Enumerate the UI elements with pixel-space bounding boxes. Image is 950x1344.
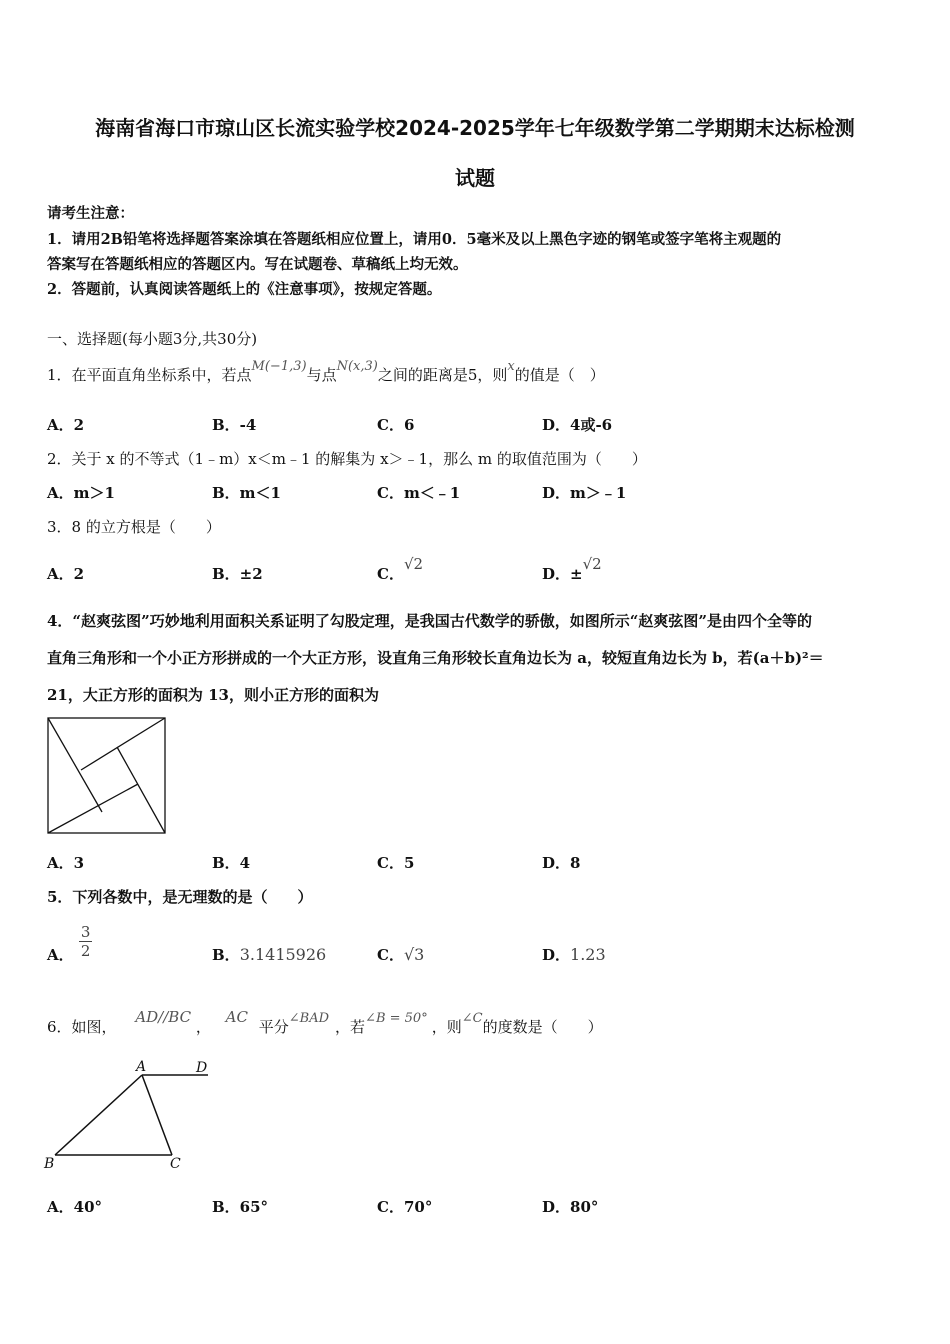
q5-option-c-label: C． <box>377 946 404 964</box>
q4-option-a[interactable]: A．3 <box>47 854 85 872</box>
q5-option-c-value: √3 <box>403 945 425 964</box>
q5-option-d[interactable] <box>542 944 606 965</box>
page-title: 海南省海口市琼山区长流实验学校2024-2025学年七年级数学第二学期期末达标检测 <box>95 116 855 140</box>
q1-text: 之间的距离是5，则 <box>377 366 508 384</box>
question-1 <box>47 359 605 385</box>
fraction-numerator: 3 <box>80 922 91 941</box>
fraction-denominator: 2 <box>80 941 91 960</box>
q6-option-b[interactable]: B．65° <box>212 1198 269 1216</box>
q6-text: 平分 <box>258 1018 289 1036</box>
q5-option-a[interactable] <box>47 922 92 965</box>
q1-text: 的值是（ ） <box>514 366 605 384</box>
question-3: 3．8 的立方根是（ ） <box>47 518 221 536</box>
zhao-shuang-diagram <box>47 717 167 835</box>
q6-text: ，则 <box>431 1018 462 1036</box>
q6-option-a[interactable]: A．40° <box>47 1198 103 1216</box>
q5-option-d-value: 1.23 <box>570 945 606 964</box>
question-5: 5．下列各数中，是无理数的是（ ） <box>47 888 313 906</box>
q4-option-d[interactable]: D．8 <box>542 854 581 872</box>
q3-option-c[interactable] <box>377 555 424 584</box>
q3-option-d-label: D．± <box>542 565 583 583</box>
point-label-c: C <box>170 1156 181 1172</box>
q3-option-a[interactable]: A．2 <box>47 565 85 583</box>
q6-math-angle-bad: ∠BAD <box>288 1011 330 1026</box>
q4-option-b[interactable]: B．4 <box>212 854 251 872</box>
notice-item-2: 2．答题前，认真阅读答题纸上的《注意事项》，按规定答题。 <box>47 281 442 298</box>
q1-option-d[interactable]: D．4或-6 <box>542 416 613 434</box>
q1-var-x: x <box>507 359 515 374</box>
q3-option-d-root: √2 <box>582 555 602 573</box>
question-4: 4．“赵爽弦图”巧妙地利用面积关系证明了勾股定理，是我国古代数学的骄傲，如图所示“赵爽弦图”是由四个全等的 <box>47 612 812 630</box>
q5-option-c[interactable] <box>377 944 424 965</box>
q2-option-a[interactable]: A．m＞1 <box>47 484 115 502</box>
q5-option-b[interactable] <box>212 944 326 965</box>
q6-math-ad-bc: AD//BC <box>135 1008 192 1026</box>
q5-option-b-value: 3.1415926 <box>239 945 327 964</box>
notice-item-1: 1．请用2B铅笔将选择题答案涂填在答题纸相应位置上，请用0．5毫米及以上黑色字迹的钢笔或签字笔将主观题的 <box>47 231 782 248</box>
point-label-a: A <box>136 1059 147 1075</box>
page-title-continued: 试题 <box>455 166 495 190</box>
q3-option-d[interactable] <box>542 555 602 584</box>
notice-heading: 请考生注意： <box>47 205 134 222</box>
q1-text: 1．在平面直角坐标系中，若点 <box>47 366 252 384</box>
q3-option-c-label: C． <box>377 565 404 583</box>
q6-option-c[interactable]: C．70° <box>377 1198 433 1216</box>
question-4-cont: 21，大正方形的面积为 13，则小正方形的面积为 <box>47 686 379 704</box>
q5-option-b-label: B． <box>212 946 240 964</box>
q6-text: 6．如图， <box>47 1018 117 1036</box>
q2-option-d[interactable]: D．m＞﹣1 <box>542 484 627 502</box>
q3-option-c-root: √2 <box>403 555 424 573</box>
q6-text: ， <box>195 1018 211 1036</box>
q5-option-a-label: A． <box>47 946 74 964</box>
question-2: 2．关于 x 的不等式（1﹣m）x＜m﹣1 的解集为 x＞﹣1，那么 m 的取值范围为（ ） <box>47 450 647 468</box>
q3-option-b[interactable]: B．±2 <box>212 565 263 583</box>
q6-text: 的度数是（ ） <box>482 1018 603 1036</box>
section-heading: 一、选择题(每小题3分,共30分) <box>47 330 258 348</box>
notice-item-1-cont: 答案写在答题纸相应的答题区内。写在试题卷、草稿纸上均无效。 <box>47 256 468 273</box>
q6-math-angle-b: ∠B = 50° <box>365 1011 428 1026</box>
q1-option-b[interactable]: B．-4 <box>212 416 257 434</box>
point-label-d: D <box>196 1060 208 1076</box>
q1-option-c[interactable]: C．6 <box>377 416 415 434</box>
q4-option-c[interactable]: C．5 <box>377 854 415 872</box>
q1-text: 与点 <box>306 366 337 384</box>
q2-option-c[interactable]: C．m＜﹣1 <box>377 484 461 502</box>
q6-math-angle-c: ∠C <box>461 1011 483 1026</box>
question-6 <box>47 1008 603 1037</box>
point-label-b: B <box>44 1156 55 1172</box>
q5-option-d-label: D． <box>542 946 571 964</box>
q5-option-a-fraction <box>79 923 93 960</box>
q2-option-b[interactable]: B．m＜1 <box>212 484 281 502</box>
q1-point-n: N(x,3) <box>336 359 378 374</box>
q1-option-a[interactable]: A．2 <box>47 416 85 434</box>
q6-option-d[interactable]: D．80° <box>542 1198 599 1216</box>
q1-point-m: M(−1,3) <box>251 359 307 374</box>
q6-math-ac: AC <box>225 1008 248 1026</box>
q6-text: ，若 <box>335 1018 366 1036</box>
question-4-cont: 直角三角形和一个小正方形拼成的一个大正方形，设直角三角形较长直角边长为 a，较短直角边长为 b，若(a＋b)²＝ <box>47 649 824 667</box>
triangle-diagram <box>40 1055 220 1175</box>
